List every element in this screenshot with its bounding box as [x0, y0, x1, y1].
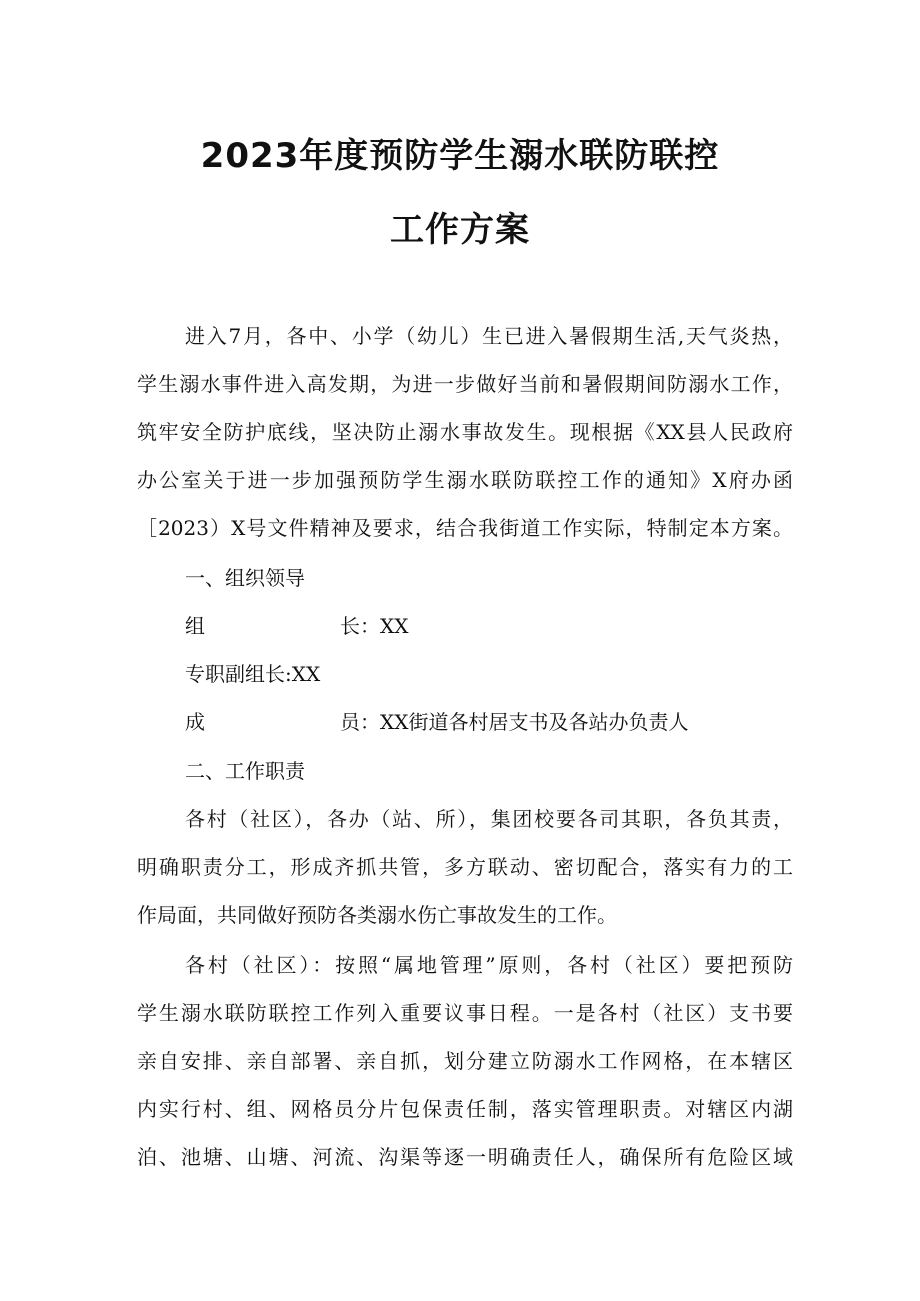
village-duties-line: 各村（社区）：按照“属地管理”原则，各村（社区）要把预防 — [185, 953, 793, 977]
leader-label: 组 — [185, 614, 205, 638]
members-value: 员：XX街道各村居支书及各站办负责人 — [340, 710, 689, 734]
duties-line: 作局面，共同做好预防各类溺水伤亡事故发生的工作。 — [137, 903, 617, 927]
document-title-line-1: 2023年度预防学生溺水联防联控 — [200, 136, 720, 176]
document-title-line-2: 工作方案 — [390, 210, 530, 250]
intro-line: 进入7月，各中、小学（幼儿）生已进入暑假期生活,天气炎热， — [185, 324, 793, 348]
deputy-leader-line: 专职副组长:XX — [185, 662, 321, 686]
members-label: 成 — [185, 710, 205, 734]
leader-value: 长：XX — [340, 614, 409, 638]
village-duties-line: 亲自安排、亲自部署、亲自抓，划分建立防溺水工作网格，在本辖区 — [137, 1049, 793, 1073]
duties-line: 各村（社区），各办（站、所），集团校要各司其职，各负其责， — [185, 807, 793, 831]
village-duties-line: 学生溺水联防联控工作列入重要议事日程。一是各村（社区）支书要 — [137, 1001, 793, 1025]
section-heading-organization: 一、组织领导 — [185, 566, 305, 590]
duties-line: 明确职责分工，形成齐抓共管，多方联动、密切配合，落实有力的工 — [137, 855, 793, 879]
village-duties-line: 内实行村、组、网格员分片包保责任制，落实管理职责。对辖区内湖 — [137, 1097, 793, 1121]
intro-line: 办公室关于进一步加强预防学生溺水联防联控工作的通知》X府办函 — [137, 468, 793, 492]
village-duties-line: 泊、池塘、山塘、河流、沟渠等逐一明确责任人，确保所有危险区域 — [137, 1145, 793, 1169]
intro-line: ［2023）X号文件精神及要求，结合我街道工作实际，特制定本方案。 — [137, 516, 793, 540]
section-heading-duties: 二、工作职责 — [185, 759, 305, 783]
intro-line: 筑牢安全防护底线，坚决防止溺水事故发生。现根据《XX县人民政府 — [137, 420, 793, 444]
intro-line: 学生溺水事件进入高发期，为进一步做好当前和暑假期间防溺水工作， — [137, 372, 793, 396]
